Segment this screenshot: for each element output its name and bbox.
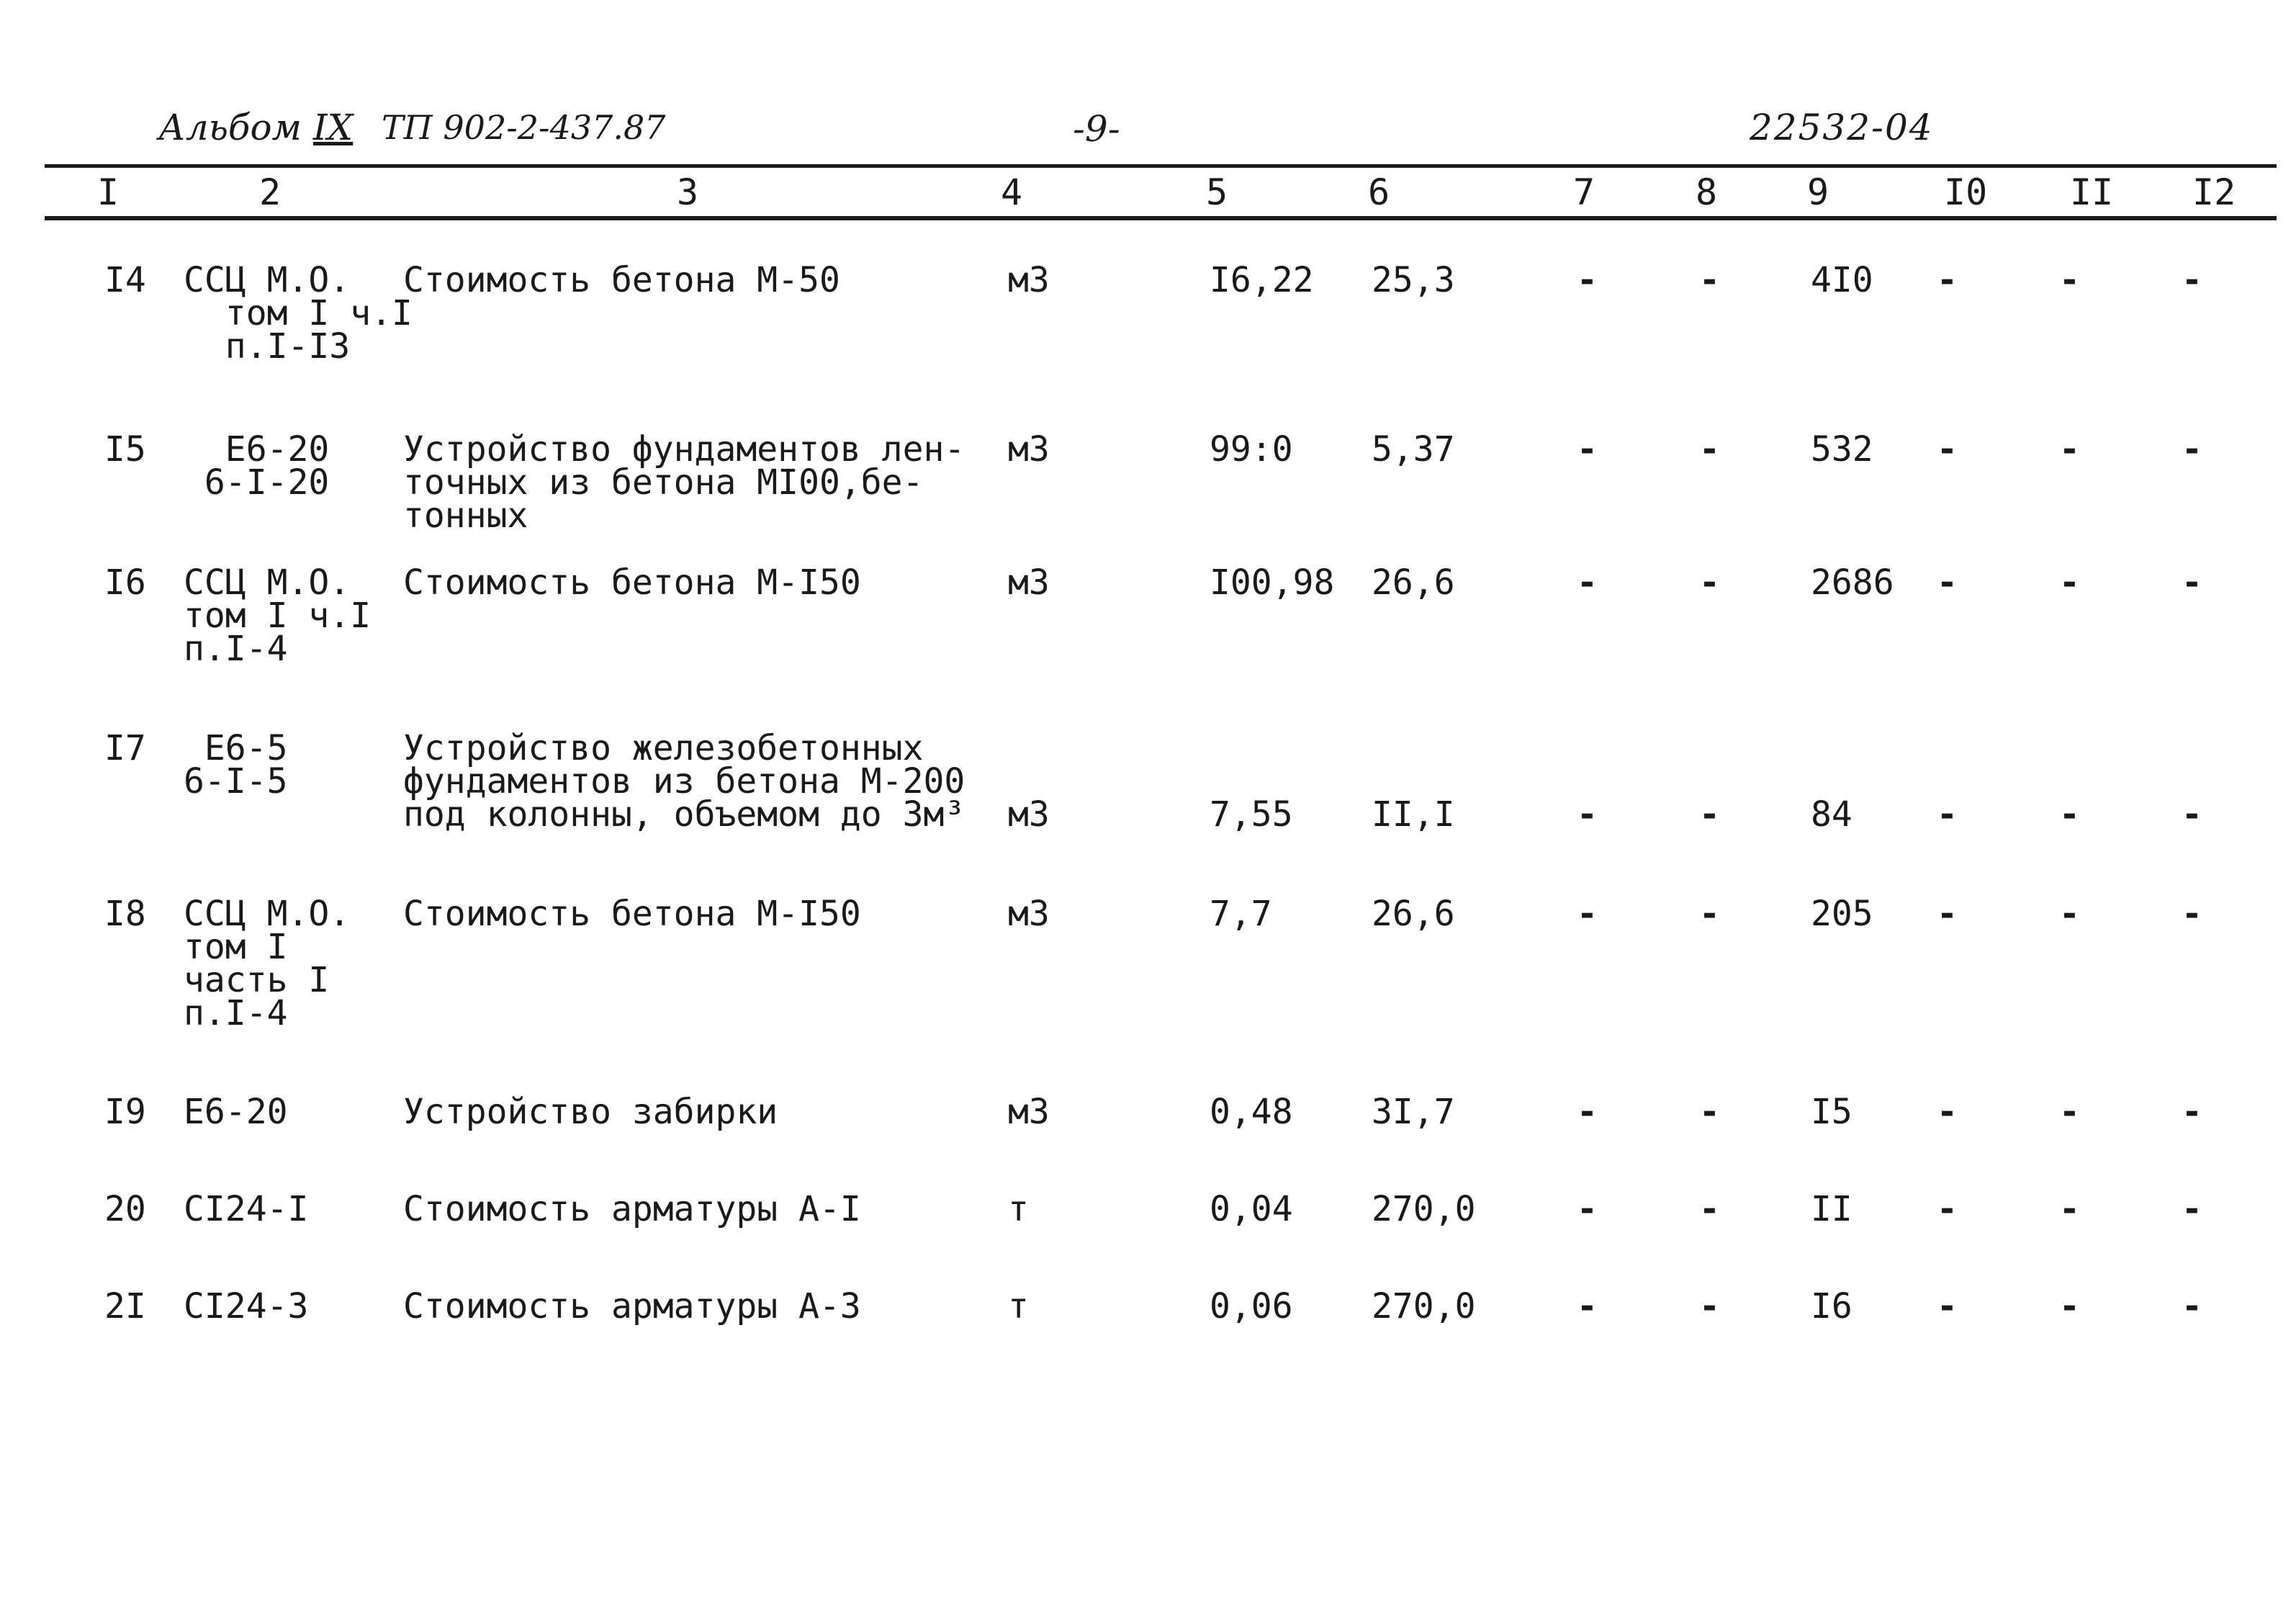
row-col12: - bbox=[2182, 794, 2202, 835]
row-code-line: Е6-20 bbox=[184, 429, 330, 470]
row-col11: - bbox=[2059, 1286, 2080, 1327]
album-roman: IX bbox=[312, 107, 354, 148]
row-quantity: 7,7 bbox=[1210, 894, 1272, 934]
row-description-line: Стоимость бетона М-I50 bbox=[403, 894, 861, 934]
row-total: I5 bbox=[1811, 1092, 1852, 1132]
row-code-line: ССЦ М.О. bbox=[184, 260, 351, 300]
row-unit: м3 bbox=[1008, 562, 1050, 603]
row-number: 20 bbox=[104, 1189, 146, 1229]
header-rule bbox=[45, 216, 2277, 220]
row-code-line: 6-I-20 bbox=[184, 462, 330, 503]
row-quantity: 7,55 bbox=[1210, 794, 1293, 835]
row-unit-price: 270,0 bbox=[1372, 1286, 1476, 1327]
row-description-line: Устройство фундаментов лен- bbox=[403, 429, 965, 470]
row-number: 2I bbox=[104, 1286, 146, 1327]
row-col7: - bbox=[1577, 1092, 1598, 1132]
row-col10: - bbox=[1937, 894, 1958, 934]
row-unit-price: 26,6 bbox=[1372, 562, 1455, 603]
row-col11: - bbox=[2059, 894, 2080, 934]
row-description-line: Устройство железобетонных bbox=[403, 728, 924, 768]
row-col10: - bbox=[1937, 1189, 1958, 1229]
row-unit: м3 bbox=[1008, 1092, 1050, 1132]
row-quantity: I6,22 bbox=[1210, 260, 1314, 300]
page-number: -9- bbox=[1073, 108, 1120, 150]
column-header-9: 9 bbox=[1807, 171, 1829, 213]
row-number: I6 bbox=[104, 562, 146, 603]
row-col12: - bbox=[2182, 562, 2202, 603]
row-unit: м3 bbox=[1008, 429, 1050, 470]
row-description-line: точных из бетона МI00,бе- bbox=[403, 462, 924, 503]
row-total: 205 bbox=[1811, 894, 1873, 934]
row-col7: - bbox=[1577, 562, 1598, 603]
row-col12: - bbox=[2182, 894, 2202, 934]
row-col8: - bbox=[1699, 260, 1720, 300]
row-description-line: Устройство забирки bbox=[403, 1092, 778, 1132]
row-code-line: том I ч.I bbox=[184, 293, 413, 333]
row-col11: - bbox=[2059, 1189, 2080, 1229]
row-total: I6 bbox=[1811, 1286, 1852, 1327]
row-description-line: фундаментов из бетона М-200 bbox=[403, 761, 965, 802]
row-col8: - bbox=[1699, 429, 1720, 470]
row-unit: м3 bbox=[1008, 894, 1050, 934]
column-header-1: I bbox=[97, 171, 120, 213]
column-header-11: II bbox=[2070, 171, 2114, 213]
row-number: I8 bbox=[104, 894, 146, 934]
row-quantity: I00,98 bbox=[1210, 562, 1335, 603]
row-col8: - bbox=[1699, 1189, 1720, 1229]
row-code-line: п.I-I3 bbox=[184, 326, 351, 367]
row-total: II bbox=[1811, 1189, 1852, 1229]
column-header-3: 3 bbox=[677, 171, 699, 213]
row-code-line: Е6-20 bbox=[184, 1092, 288, 1132]
row-code-line: п.I-4 bbox=[184, 629, 288, 669]
row-description-line: Стоимость арматуры А-3 bbox=[403, 1286, 861, 1327]
row-col7: - bbox=[1577, 260, 1598, 300]
row-code-line: часть I bbox=[184, 960, 330, 1000]
row-unit-price: 270,0 bbox=[1372, 1189, 1476, 1229]
row-col12: - bbox=[2182, 1092, 2202, 1132]
row-col12: - bbox=[2182, 1286, 2202, 1327]
row-col7: - bbox=[1577, 1189, 1598, 1229]
document-number: 22532-04 bbox=[1750, 107, 1934, 148]
row-unit-price: 3I,7 bbox=[1372, 1092, 1455, 1132]
row-col10: - bbox=[1937, 562, 1958, 603]
row-code-line: том I bbox=[184, 927, 288, 967]
row-total: 84 bbox=[1811, 794, 1852, 835]
column-header-8: 8 bbox=[1696, 171, 1718, 213]
row-col12: - bbox=[2182, 1189, 2202, 1229]
row-col8: - bbox=[1699, 894, 1720, 934]
row-description-line: Стоимость бетона М-50 bbox=[403, 260, 840, 300]
row-col10: - bbox=[1937, 1286, 1958, 1327]
column-header-6: 6 bbox=[1368, 171, 1390, 213]
row-quantity: 0,04 bbox=[1210, 1189, 1293, 1229]
row-code-line: ССЦ М.О. bbox=[184, 894, 351, 934]
row-unit: т bbox=[1008, 1286, 1029, 1327]
row-quantity: 0,48 bbox=[1210, 1092, 1293, 1132]
row-col8: - bbox=[1699, 562, 1720, 603]
row-col10: - bbox=[1937, 429, 1958, 470]
row-number: I5 bbox=[104, 429, 146, 470]
row-col7: - bbox=[1577, 794, 1598, 835]
row-col7: - bbox=[1577, 1286, 1598, 1327]
row-unit-price: 26,6 bbox=[1372, 894, 1455, 934]
row-col8: - bbox=[1699, 1286, 1720, 1327]
tp-code: ТП 902-2-437.87 bbox=[382, 108, 666, 147]
row-total: 532 bbox=[1811, 429, 1873, 470]
row-code-line: 6-I-5 bbox=[184, 761, 288, 802]
row-number: I4 bbox=[104, 260, 146, 300]
row-quantity: 0,06 bbox=[1210, 1286, 1293, 1327]
row-unit-price: 25,3 bbox=[1372, 260, 1455, 300]
row-code-line: п.I-4 bbox=[184, 993, 288, 1033]
album-label bbox=[158, 107, 353, 148]
row-col11: - bbox=[2059, 794, 2080, 835]
row-col7: - bbox=[1577, 894, 1598, 934]
row-col10: - bbox=[1937, 260, 1958, 300]
column-header-5: 5 bbox=[1206, 171, 1228, 213]
row-col11: - bbox=[2059, 562, 2080, 603]
row-col7: - bbox=[1577, 429, 1598, 470]
row-number: I7 bbox=[104, 728, 146, 768]
row-col8: - bbox=[1699, 794, 1720, 835]
row-code-line: СI24-I bbox=[184, 1189, 309, 1229]
row-description-line: Стоимость арматуры А-I bbox=[403, 1189, 861, 1229]
row-total: 4I0 bbox=[1811, 260, 1873, 300]
row-description-line: под колонны, объемом до 3м³ bbox=[403, 794, 965, 835]
row-total: 2686 bbox=[1811, 562, 1894, 603]
row-col12: - bbox=[2182, 429, 2202, 470]
top-rule bbox=[45, 164, 2277, 168]
row-code-line: том I ч.I bbox=[184, 596, 372, 636]
row-code-line: Е6-5 bbox=[184, 728, 288, 768]
column-header-7: 7 bbox=[1573, 171, 1595, 213]
row-col12: - bbox=[2182, 260, 2202, 300]
row-col11: - bbox=[2059, 429, 2080, 470]
row-unit: м3 bbox=[1008, 794, 1050, 835]
column-header-2: 2 bbox=[259, 171, 282, 213]
row-description-line: тонных bbox=[403, 495, 528, 536]
row-quantity: 99:0 bbox=[1210, 429, 1293, 470]
row-unit-price: 5,37 bbox=[1372, 429, 1455, 470]
row-col10: - bbox=[1937, 1092, 1958, 1132]
column-header-10: I0 bbox=[1944, 171, 1988, 213]
column-header-4: 4 bbox=[1001, 171, 1023, 213]
row-unit-price: II,I bbox=[1372, 794, 1455, 835]
row-col11: - bbox=[2059, 1092, 2080, 1132]
row-unit: м3 bbox=[1008, 260, 1050, 300]
column-header-12: I2 bbox=[2192, 171, 2236, 213]
row-col8: - bbox=[1699, 1092, 1720, 1132]
row-col10: - bbox=[1937, 794, 1958, 835]
row-description-line: Стоимость бетона М-I50 bbox=[403, 562, 861, 603]
row-code-line: СI24-3 bbox=[184, 1286, 309, 1327]
row-number: I9 bbox=[104, 1092, 146, 1132]
album-word: Альбом bbox=[158, 107, 302, 148]
row-unit: т bbox=[1008, 1189, 1029, 1229]
row-col11: - bbox=[2059, 260, 2080, 300]
row-code-line: ССЦ М.О. bbox=[184, 562, 351, 603]
